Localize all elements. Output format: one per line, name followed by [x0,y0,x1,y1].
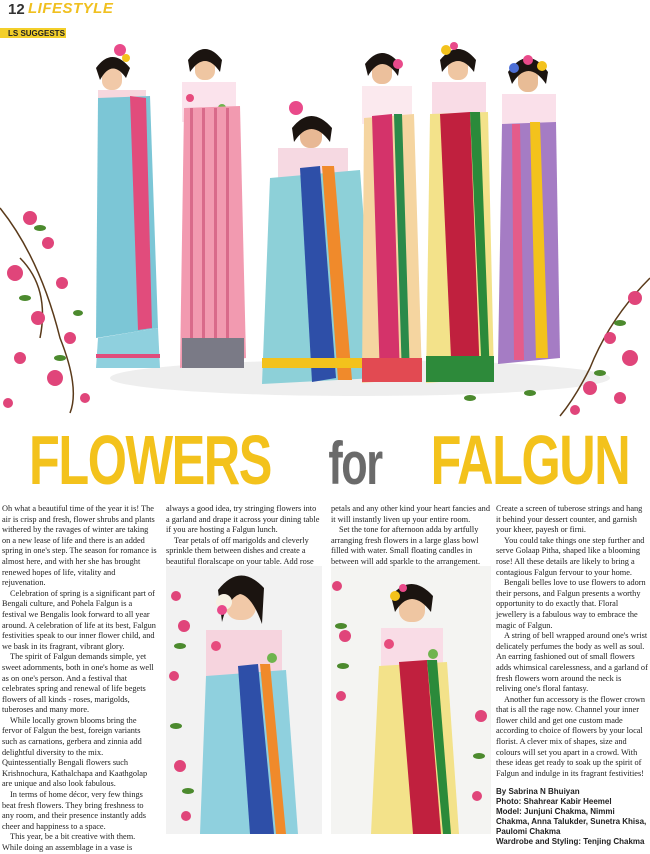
section-logo: LIFESTYLE [28,0,114,17]
byline: By Sabrina N Bhuiyan [496,787,580,797]
paragraph: Create a screen of tuberose strings and hang it behind your dessert counter, and garnish your kheer, payesh or firni. [496,504,643,535]
model-photo-right-illustration [331,566,491,834]
paragraph: This year, be a bit creative with them. While doing an assemblage in a vase is [2,832,136,852]
paragraph: Celebration of spring is a significant part of Bengali culture, and Pohela Falgun is a festival we Bengalis look forward to all year around. A celebration of life at its best, Falgun festivities speak to our inner flower child, and we bask in its fragrant, vibrant glory. [2,588,156,651]
paragraph: You could take things one step further and serve Golaap Pitha, shaped like a blooming rose! All these details are likely to bring a contagious Falgun fervour to your home. [496,535,645,577]
article-column-2 [166,504,321,568]
article-column-3 [331,504,491,568]
model-photo-left-illustration [166,566,322,834]
paragraph: Oh what a beautiful time of the year it is! The air is crisp and fresh, flower shrubs and plants withered by the ravages of winter are taking on a new lease of life and there is an added spring in one's step. The season for romance is almost here, and with her she has brought renewed hopes of life, vitality and rejuvenation. [2,504,157,588]
paragraph: A string of bell wrapped around one's wrist delicately perfumes the body as well as soul. An earring fashioned out of small flowers adds whimsical carelessness, and a garland of fresh flowers worn around the neck is reliving one's floral fantasy. [496,631,648,694]
model-credit: Model: Junjuni Chakma, Nimmi Chakma, Anna Talukder, Sunetra Khisa, Paulomi Chakma [496,807,647,837]
article-column-4 [496,504,648,847]
hero-illustration [0,38,650,418]
masthead [0,0,650,24]
headline [0,420,650,500]
model-photo-left [166,566,322,834]
paragraph: Set the tone for afternoon adda by artfully arranging fresh flowers in a large glass bowl filled with water. Small floating candles in between will add sparkle to the arrangement. [331,525,481,566]
article-credits [496,787,648,847]
paragraph: always a good idea, try stringing flowers into a garland and drape it across your dining table if you are hosting a Falgun lunch. [166,504,320,535]
paragraph: petals and any other kind your heart fancies and it will instantly liven up your entire room. [331,504,490,524]
wardrobe-credit: Wardrobe and Styling: Tenjing Chakma [496,837,645,847]
model-photo-right [331,566,491,834]
headline-flowers: FLOWERS [29,421,272,499]
paragraph: Another fun accessory is the flower crown that is all the rage now. Channel your inner flower child and get one custom made according to choice of flowers by your local florist. A clever mix of shapes, size and colours will set you apart in a crowd. With these ideas get ready to soak up the spirit of Falgun and indulge in its fragrant festivities! [496,694,645,778]
paragraph: In terms of home décor, very few things beat fresh flowers. They bring freshness to any room, and their presence instantly adds cheer and happiness to a space. [2,790,147,831]
hero-photo [0,38,650,418]
article-column-1 [2,504,157,854]
headline-falgun: FALGUN [430,421,630,499]
paragraph: Tear petals of off marigolds and cleverly sprinkle them between dishes and create a beautiful floralscape on your table. Add rose [166,535,314,566]
paragraph: The spirit of Falgun demands simple, yet sweet adornments, both in one's home as well as on one's person. And a festival that celebrates spring and renewal of life begets flowers of all kinds - roses, marigolds, tuberoses and many more. [2,652,154,715]
ls-suggests-label: LS SUGGESTS [8,29,65,38]
headline-for: for [328,430,382,497]
photo-credit: Photo: Shahrear Kabir Heemel [496,797,612,807]
page-number: 12 [8,1,25,18]
paragraph: Bengali belles love to use flowers to adorn their persons, and Falgun presents a worthy opportunity to do exactly that. Floral jewellery is a fabulous way to embrace the magic of Falgun. [496,578,646,630]
paragraph: While locally grown blooms bring the fervor of Falgun the best, foreign variants such as carnations, gerbera and zinnia add delightful diversity to the mix. Quintessentially Bengali flowers such Krishnochura, Kathalchapa and Kaathgolap are unique and also look fabulous. [2,715,148,789]
